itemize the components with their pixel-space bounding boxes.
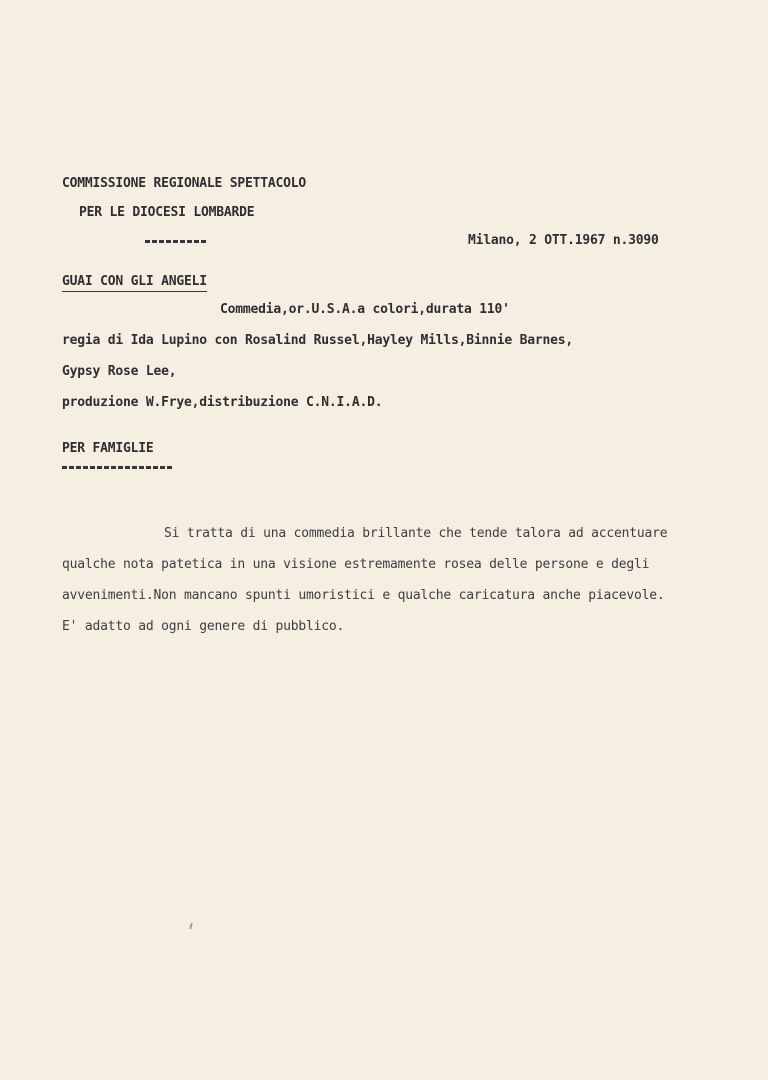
film-credits-line2: Gypsy Rose Lee, bbox=[62, 364, 177, 379]
film-credits-line3: produzione W.Frye,distribuzione C.N.I.A.D. bbox=[62, 395, 383, 410]
review-line3: avvenimenti.Non mancano spunti umoristici e qualche caricatura anche piacevole. bbox=[62, 588, 665, 603]
film-credits-line1: regia di Ida Lupino con Rosalind Russel,Hayley Mills,Binnie Barnes, bbox=[62, 333, 573, 348]
header-separator bbox=[145, 240, 207, 243]
org-name-line1: COMMISSIONE REGIONALE SPETTACOLO bbox=[62, 176, 307, 191]
film-title: GUAI CON GLI ANGELI bbox=[62, 274, 207, 292]
rating-label: PER FAMIGLIE bbox=[62, 441, 154, 456]
review-line4: E' adatto ad ogni genere di pubblico. bbox=[62, 619, 345, 634]
film-genre-line: Commedia,or.U.S.A.a colori,durata 110' bbox=[220, 302, 510, 317]
rating-underline bbox=[62, 466, 174, 469]
review-line1: Si tratta di una commedia brillante che tende talora ad accentuare bbox=[164, 526, 668, 541]
place-date-reference: Milano, 2 OTT.1967 n.3090 bbox=[468, 233, 659, 248]
paper-speck bbox=[189, 923, 192, 929]
review-line2: qualche nota patetica in una visione estremamente rosea delle persone e degli bbox=[62, 557, 650, 572]
org-name-line2: PER LE DIOCESI LOMBARDE bbox=[79, 205, 255, 220]
